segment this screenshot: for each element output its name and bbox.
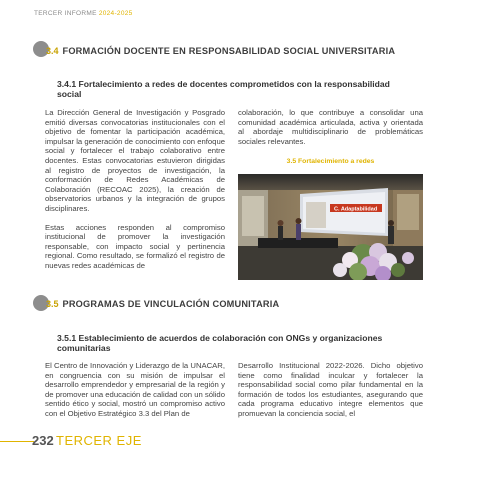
- subsection-title-line2: social: [57, 89, 82, 99]
- running-header-years: 2024-2025: [98, 10, 133, 17]
- paragraph: Desarrollo Institucional 2022-2026. Dicho objetivo tiene como finalidad inculcar y fortalecer la responsabilidad social como pilar fundamental en la formación de todos los estudiantes, asegurando que cada programa educativo integre elementos que promuevan la conciencia social, el: [238, 361, 423, 418]
- body-column-left: [45, 361, 225, 419]
- footer-section-label: TERCER EJE: [56, 433, 142, 448]
- subsection-title-line1: Fortalecimiento a redes de docentes comprometidos con la responsabilidad: [78, 79, 390, 89]
- paragraph: El Centro de Innovación y Liderazgo de la UNACAR, en congruencia con su misión de impulsar el desarrollo emprendedor y empresarial de la región y de promover una educación de calidad con un sólido sentido ético y social, mostró un compromiso activo con el Objetivo Estratégico 3.3 del Plan de: [45, 361, 225, 418]
- subsection-number: 3.5.1: [57, 333, 77, 343]
- section-heading: [46, 46, 395, 56]
- event-photo: [238, 174, 423, 280]
- body-column-left: [45, 108, 225, 271]
- body-column-right: [238, 108, 423, 146]
- section-title: PROGRAMAS DE VINCULACIÓN COMUNITARIA: [62, 299, 280, 309]
- body-column-right: [238, 361, 423, 419]
- paragraph: La Dirección General de Investigación y Posgrado emitió diversas convocatorias institucionales con el objetivo de fomentar la participación académica, impulsar la generación de conocimiento con enfoque social y fortalecer el trabajo colaborativo entre docentes. Estas convocatorias estuvieron dirigidas al registro de proyectos de investigación, la conformación de Redes Académicas de Colaboración (RECOAC 2025), la creación de observatorios urbanos y la integración de grupos disciplinares.: [45, 108, 225, 213]
- footer-rule: [0, 441, 34, 442]
- section-number: 3.5: [46, 299, 59, 309]
- section-heading: [46, 299, 279, 309]
- projected-slide-text: C. Adaptabilidad: [334, 206, 378, 213]
- subsection-title-line1: Establecimiento de acuerdos de colaboración con ONGs y organizaciones: [78, 333, 383, 343]
- subsection-heading: [57, 79, 422, 99]
- running-header: [34, 10, 133, 17]
- figure-caption: 3.5 Fortalecimiento a redes: [286, 158, 375, 165]
- paragraph: colaboración, lo que contribuye a consolidar una comunidad académica articulada, activa y orientada al abordaje multidisciplinario de problemáticas sociales relevantes.: [238, 108, 423, 146]
- subsection-heading: [57, 333, 422, 353]
- running-header-label: TERCER INFORME: [34, 10, 97, 17]
- page-number: 232: [32, 433, 54, 448]
- subsection-title-line2: comunitarias: [57, 343, 111, 353]
- section-title: FORMACIÓN DOCENTE EN RESPONSABILIDAD SOCIAL UNIVERSITARIA: [62, 46, 396, 56]
- subsection-number: 3.4.1: [57, 79, 77, 89]
- section-number: 3.4: [46, 46, 59, 56]
- paragraph: Estas acciones responden al compromiso institucional de promover la investigación responsable, con impacto social y pertinencia regional. Como resultado, se formalizó el registro de nuevas redes académicas de: [45, 222, 225, 270]
